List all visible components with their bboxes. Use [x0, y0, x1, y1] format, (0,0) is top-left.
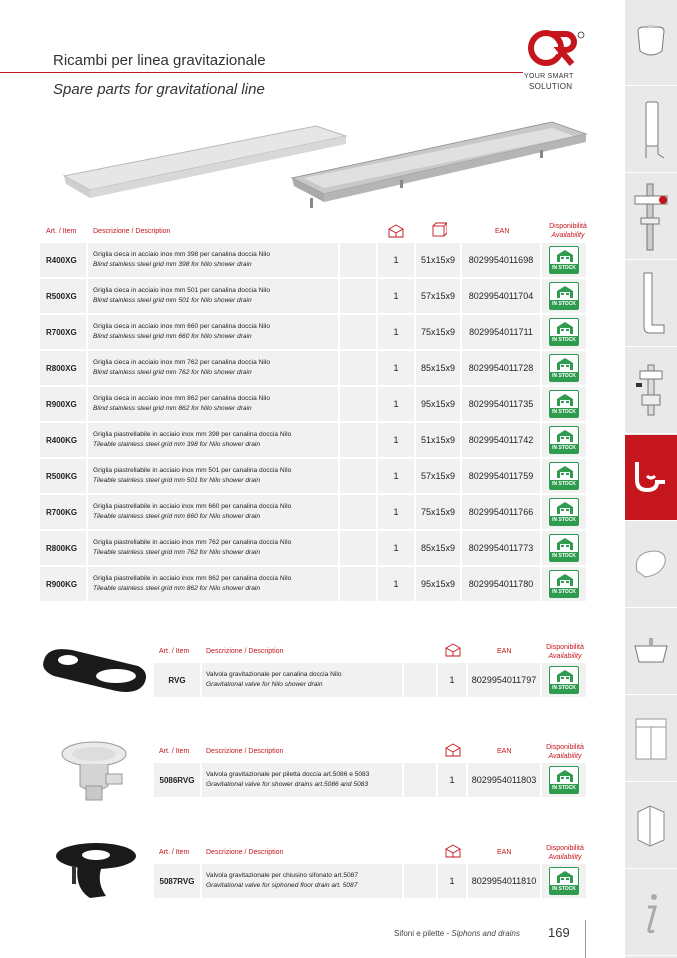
- spacer-cell: [340, 531, 378, 565]
- sidebar-item-siphons[interactable]: [625, 435, 677, 521]
- item-description: [88, 423, 340, 457]
- item-description: [88, 459, 340, 493]
- in-stock-badge: [549, 282, 579, 310]
- in-stock-badge: [549, 867, 579, 895]
- in-stock-label: IN STOCK: [550, 444, 578, 453]
- ean: 8029954011759: [462, 459, 542, 493]
- qty: 1: [378, 387, 416, 421]
- table-row: [154, 763, 588, 797]
- dimensions-icon: [431, 222, 447, 238]
- sidebar-item-valves[interactable]: [625, 174, 677, 260]
- sub-table-header: [150, 846, 590, 866]
- ean: 8029954011742: [462, 423, 542, 457]
- dimensions: 95x15x9: [416, 567, 462, 601]
- warehouse-icon: [556, 669, 574, 683]
- availability-cell: [542, 279, 588, 313]
- availability-cell: [542, 387, 588, 421]
- desc-en: Gravitational valve for siphoned floor drain art. 5087: [206, 882, 358, 889]
- sidebar-item-cisterns[interactable]: [625, 0, 677, 86]
- desc-en: Blind stainless steel grid mm 501 for Nilo shower drain: [93, 297, 252, 304]
- rvg-valve-image: [38, 642, 152, 702]
- col-avail-en: Availability: [548, 854, 582, 861]
- in-stock-badge: [549, 534, 579, 562]
- col-avail-it: Disponibilità: [546, 644, 584, 651]
- dimensions: 57x15x9: [416, 459, 462, 493]
- box-icon: [387, 222, 405, 238]
- warehouse-icon: [556, 321, 574, 335]
- item-code: RVG: [154, 663, 202, 697]
- in-stock-label: IN STOCK: [550, 516, 578, 525]
- in-stock-label: IN STOCK: [550, 264, 578, 273]
- spacer-cell: [340, 315, 378, 349]
- ean: 8029954011728: [462, 351, 542, 385]
- availability-cell: [542, 351, 588, 385]
- qty: 1: [378, 495, 416, 529]
- cabinet-icon: [632, 715, 670, 763]
- spacer-cell: [404, 763, 438, 797]
- availability-cell: [542, 567, 588, 601]
- in-stock-badge: [549, 462, 579, 490]
- spacer-cell: [340, 279, 378, 313]
- in-stock-label: IN STOCK: [550, 784, 578, 793]
- ean: 8029954011780: [462, 567, 542, 601]
- qty: 1: [438, 663, 468, 697]
- main-table-header: [40, 222, 590, 244]
- warehouse-icon: [556, 501, 574, 515]
- footer-rule: [585, 920, 586, 958]
- ean: 8029954011803: [468, 763, 542, 797]
- warehouse-icon: [556, 769, 574, 783]
- in-stock-label: IN STOCK: [550, 588, 578, 597]
- in-stock-badge: [549, 246, 579, 274]
- in-stock-badge: [549, 498, 579, 526]
- spacer-cell: [340, 243, 378, 277]
- dimensions: 95x15x9: [416, 387, 462, 421]
- in-stock-label: IN STOCK: [550, 684, 578, 693]
- table-row: [40, 243, 588, 277]
- warehouse-icon: [556, 429, 574, 443]
- desc-it: Griglia piastrellabile in acciaio inox mm 660 per canalina doccia Nilo: [93, 503, 292, 510]
- spacer-cell: [340, 495, 378, 529]
- box-icon: [444, 741, 462, 757]
- item-code: R800XG: [40, 351, 88, 385]
- footer-section-it: Sifoni e pilette -: [394, 929, 452, 938]
- desc-en: Gravitational valve for Nilo shower drain: [206, 681, 323, 688]
- pipe-icon: [636, 98, 666, 162]
- dimensions: 51x15x9: [416, 243, 462, 277]
- table-row: [40, 531, 588, 565]
- desc-en: Blind stainless steel grid mm 762 for Nilo shower drain: [93, 369, 252, 376]
- col-item-header: Art. / Item: [159, 748, 190, 755]
- in-stock-badge: [549, 570, 579, 598]
- header-rule: [0, 72, 523, 73]
- col-item-header: Art. / Item: [159, 849, 190, 856]
- ean: 8029954011704: [462, 279, 542, 313]
- warehouse-icon: [556, 393, 574, 407]
- availability-cell: [542, 315, 588, 349]
- dimensions: 51x15x9: [416, 423, 462, 457]
- col-ean-header: EAN: [497, 849, 512, 856]
- ean: 8029954011766: [462, 495, 542, 529]
- col-desc-header: Descrizione / Description: [93, 228, 171, 235]
- item-description: [88, 315, 340, 349]
- item-code: 5087RVG: [154, 864, 202, 898]
- qty: 1: [378, 279, 416, 313]
- warehouse-icon: [556, 285, 574, 299]
- in-stock-label: IN STOCK: [550, 300, 578, 309]
- table-row: [154, 663, 588, 697]
- col-desc-header: Descrizione / Description: [206, 648, 284, 655]
- siphon-icon: [631, 458, 671, 498]
- in-stock-label: IN STOCK: [550, 336, 578, 345]
- col-item-header: Art. / Item: [159, 648, 190, 655]
- table-row: [40, 567, 588, 601]
- qty: 1: [378, 531, 416, 565]
- qty: 1: [438, 864, 468, 898]
- page-title: Ricambi per linea gravitazionale: [53, 52, 266, 69]
- ean: 8029954011773: [462, 531, 542, 565]
- sink-icon: [631, 632, 671, 672]
- in-stock-label: IN STOCK: [550, 885, 578, 894]
- sub-table-header: [150, 645, 590, 665]
- logo-tagline-1: YOUR SMART: [524, 73, 574, 80]
- in-stock-badge: [549, 426, 579, 454]
- info-icon: [636, 889, 666, 937]
- sidebar-item-sinks[interactable]: [625, 609, 677, 695]
- availability-cell: [542, 763, 588, 797]
- spacer-cell: [404, 663, 438, 697]
- table-row: [40, 495, 588, 529]
- warehouse-icon: [556, 465, 574, 479]
- desc-it: Griglia piastrellabile in acciaio inox mm 501 per canalina doccia Nilo: [93, 467, 292, 474]
- box-icon: [444, 842, 462, 858]
- sidebar-item-toilet-seats[interactable]: [625, 522, 677, 608]
- table-row: [154, 864, 588, 898]
- dimensions: 75x15x9: [416, 495, 462, 529]
- ean: 8029954011735: [462, 387, 542, 421]
- in-stock-badge: [549, 766, 579, 794]
- desc-it: Griglia cieca in acciaio inox mm 660 per canalina doccia Nilo: [93, 323, 271, 330]
- availability-cell: [542, 459, 588, 493]
- item-code: R900XG: [40, 387, 88, 421]
- col-ean-header: EAN: [495, 228, 510, 235]
- 5087rvg-valve-image: [50, 838, 140, 904]
- in-stock-badge: [549, 390, 579, 418]
- spacer-cell: [340, 459, 378, 493]
- in-stock-label: IN STOCK: [550, 372, 578, 381]
- table-row: [40, 387, 588, 421]
- table-row: [40, 279, 588, 313]
- footer-section: [394, 929, 520, 938]
- ean: 8029954011698: [462, 243, 542, 277]
- valve-icon: [631, 182, 671, 252]
- availability-cell: [542, 531, 588, 565]
- item-description: [88, 351, 340, 385]
- desc-it: Valvola gravitazionale per piletta doccia art.5086 e 5083: [206, 771, 370, 778]
- ean: 8029954011810: [468, 864, 542, 898]
- col-item-header: Art. / Item: [46, 228, 77, 235]
- col-ean-header: EAN: [497, 748, 512, 755]
- in-stock-label: IN STOCK: [550, 408, 578, 417]
- item-description: [88, 567, 340, 601]
- col-avail-it: Disponibilità: [546, 744, 584, 751]
- dimensions: 85x15x9: [416, 351, 462, 385]
- bend-pipe-icon: [636, 271, 666, 337]
- ean: 8029954011711: [462, 315, 542, 349]
- dimensions: 57x15x9: [416, 279, 462, 313]
- desc-it: Griglia cieca in acciaio inox mm 862 per canalina doccia Nilo: [93, 395, 271, 402]
- sidebar-item-fill-valves[interactable]: [625, 348, 677, 434]
- in-stock-label: IN STOCK: [550, 552, 578, 561]
- desc-en: Tileable stainless steel grid mm 398 for Nilo shower drain: [93, 441, 261, 448]
- item-code: R400XG: [40, 243, 88, 277]
- item-description: [202, 663, 404, 697]
- qty: 1: [378, 243, 416, 277]
- item-description: [88, 387, 340, 421]
- item-description: [88, 495, 340, 529]
- desc-it: Griglia cieca in acciaio inox mm 762 per canalina doccia Nilo: [93, 359, 271, 366]
- desc-it: Griglia cieca in acciaio inox mm 501 per canalina doccia Nilo: [93, 287, 271, 294]
- warehouse-icon: [556, 357, 574, 371]
- item-code: R900KG: [40, 567, 88, 601]
- sidebar-item-pipes[interactable]: [625, 87, 677, 173]
- in-stock-badge: [549, 354, 579, 382]
- col-desc-header: Descrizione / Description: [206, 849, 284, 856]
- desc-en: Tileable stainless steel grid mm 660 for Nilo shower drain: [93, 513, 261, 520]
- desc-en: Tileable stainless steel grid mm 501 for Nilo shower drain: [93, 477, 261, 484]
- item-code: R400KG: [40, 423, 88, 457]
- availability-cell: [542, 243, 588, 277]
- desc-it: Valvola gravitazionale per canalina doccia Nilo: [206, 671, 342, 678]
- col-avail-header: [542, 643, 588, 661]
- col-avail-en: Availability: [548, 653, 582, 660]
- desc-en: Tileable stainless steel grid mm 762 for Nilo shower drain: [93, 549, 261, 556]
- col-ean-header: EAN: [497, 648, 512, 655]
- cistern-icon: [634, 25, 668, 61]
- qty: 1: [378, 315, 416, 349]
- spacer-cell: [340, 567, 378, 601]
- item-description: [88, 531, 340, 565]
- shower-channel-image: [290, 118, 590, 218]
- desc-it: Griglia piastrellabile in acciaio inox mm 862 per canalina doccia Nilo: [93, 575, 292, 582]
- item-code: R700KG: [40, 495, 88, 529]
- col-avail-header: [542, 743, 588, 761]
- in-stock-badge: [549, 666, 579, 694]
- warehouse-icon: [556, 537, 574, 551]
- qty: 1: [378, 567, 416, 601]
- fill-valve-icon: [634, 361, 668, 421]
- col-avail-it: Disponibilità: [549, 223, 587, 230]
- desc-en: Blind stainless steel grid mm 398 for Nilo shower drain: [93, 261, 252, 268]
- desc-it: Griglia piastrellabile in acciaio inox mm 762 per canalina doccia Nilo: [93, 539, 292, 546]
- availability-cell: [542, 423, 588, 457]
- page-number: 169: [548, 925, 570, 940]
- spacer-cell: [404, 864, 438, 898]
- category-sidebar: [625, 0, 677, 958]
- dimensions: 85x15x9: [416, 531, 462, 565]
- col-avail-header: [545, 222, 591, 240]
- desc-en: Tileable stainless steel grid mm 862 for Nilo shower drain: [93, 585, 261, 592]
- table-row: [40, 423, 588, 457]
- page-subtitle: Spare parts for gravitational line: [53, 81, 265, 98]
- item-code: 5086RVG: [154, 763, 202, 797]
- table-row: [40, 351, 588, 385]
- item-description: [202, 763, 404, 797]
- spacer-cell: [340, 423, 378, 457]
- toilet-seat-icon: [631, 545, 671, 585]
- warehouse-icon: [556, 249, 574, 263]
- col-avail-en: Availability: [548, 753, 582, 760]
- sidebar-item-showers[interactable]: [625, 783, 677, 869]
- availability-cell: [542, 495, 588, 529]
- item-description: [88, 279, 340, 313]
- sidebar-item-bends[interactable]: [625, 261, 677, 347]
- spacer-cell: [340, 387, 378, 421]
- desc-it: Griglia piastrellabile in acciaio inox mm 398 per canalina doccia Nilo: [93, 431, 292, 438]
- item-description: [202, 864, 404, 898]
- qty: 1: [378, 423, 416, 457]
- item-code: R500KG: [40, 459, 88, 493]
- col-avail-en: Availability: [551, 232, 585, 239]
- dimensions: 75x15x9: [416, 315, 462, 349]
- qty: 1: [438, 763, 468, 797]
- qty: 1: [378, 459, 416, 493]
- sidebar-item-cabinets[interactable]: [625, 696, 677, 782]
- 5086rvg-valve-image: [58, 738, 130, 804]
- table-row: [40, 459, 588, 493]
- shower-icon: [634, 802, 668, 850]
- ean: 8029954011797: [468, 663, 542, 697]
- col-avail-header: [542, 844, 588, 862]
- item-code: R500XG: [40, 279, 88, 313]
- col-avail-it: Disponibilità: [546, 845, 584, 852]
- qty: 1: [378, 351, 416, 385]
- warehouse-icon: [556, 573, 574, 587]
- box-icon: [444, 641, 462, 657]
- item-code: R800KG: [40, 531, 88, 565]
- spacer-cell: [340, 351, 378, 385]
- availability-cell: [542, 663, 588, 697]
- desc-en: Gravitational valve for shower drains art.5086 and 5083: [206, 781, 369, 788]
- item-description: [88, 243, 340, 277]
- desc-en: Blind stainless steel grid mm 660 for Nilo shower drain: [93, 333, 252, 340]
- col-desc-header: Descrizione / Description: [206, 748, 284, 755]
- availability-cell: [542, 864, 588, 898]
- warehouse-icon: [556, 870, 574, 884]
- desc-it: Valvola gravitazionale per chiusino sifonato art.5087: [206, 872, 358, 879]
- in-stock-badge: [549, 318, 579, 346]
- logo-tagline-2: SOLUTION: [529, 82, 573, 91]
- desc-it: Griglia cieca in acciaio inox mm 398 per canalina doccia Nilo: [93, 251, 271, 258]
- item-code: R700XG: [40, 315, 88, 349]
- sub-table-header: [150, 745, 590, 765]
- desc-en: Blind stainless steel grid mm 862 for Nilo shower drain: [93, 405, 252, 412]
- table-row: [40, 315, 588, 349]
- footer-section-en: Siphons and drains: [451, 929, 520, 938]
- in-stock-label: IN STOCK: [550, 480, 578, 489]
- sidebar-item-info[interactable]: [625, 870, 677, 956]
